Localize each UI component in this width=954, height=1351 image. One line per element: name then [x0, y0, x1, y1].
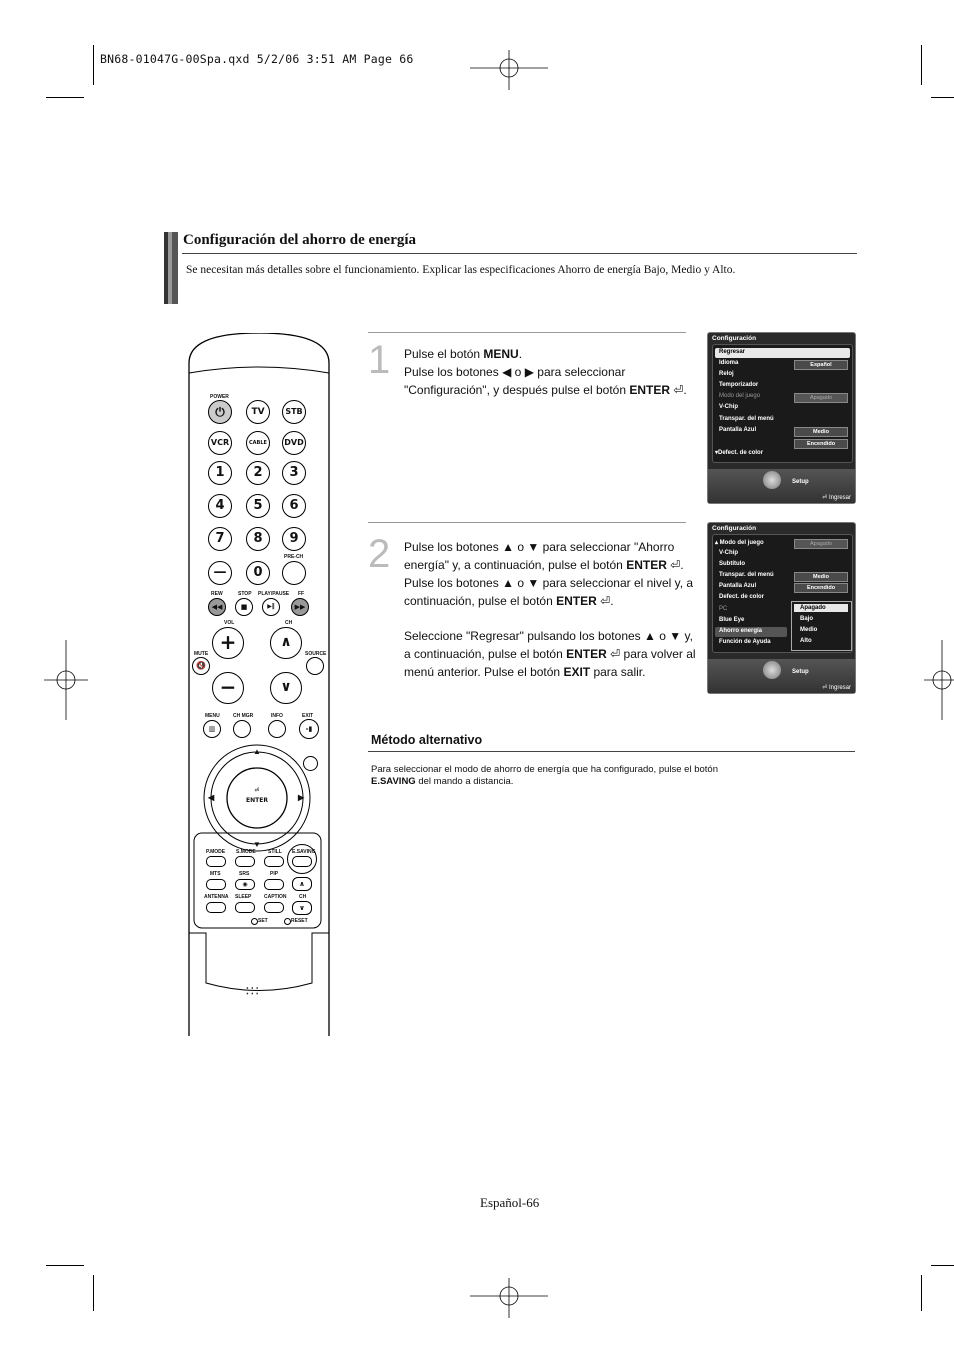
power-label: POWER [210, 394, 229, 400]
set-button[interactable] [251, 918, 258, 925]
source-label: SOURCE [305, 651, 327, 657]
enter-icon: ⏎ [670, 558, 681, 572]
srs-button[interactable]: ◉ [235, 879, 255, 890]
info-label: INFO [271, 713, 283, 719]
pip-ch-down-button[interactable]: ∨ [292, 901, 312, 915]
menu-row[interactable]: Subtítulo [719, 561, 745, 567]
tv-screen-1 [707, 332, 856, 504]
channel-down-button[interactable]: ∨ [270, 672, 302, 704]
caption-button[interactable] [264, 902, 284, 913]
digit-5-button[interactable]: 5 [246, 494, 270, 518]
menu-row[interactable]: Transpar. del menú [719, 416, 774, 422]
menu-row[interactable]: Pantalla Azul [719, 427, 757, 433]
info-button[interactable] [268, 720, 286, 738]
menu-row[interactable]: Modo del juego [719, 393, 761, 399]
rew-label: REW [211, 591, 223, 597]
nav-up-icon[interactable]: ▲ [253, 747, 261, 756]
menu-row[interactable]: Idioma [719, 360, 739, 366]
source-button[interactable] [306, 657, 324, 675]
screen2-title: Configuración [712, 525, 757, 532]
sleep-button[interactable] [235, 902, 255, 913]
volume-down-button[interactable]: − [212, 672, 244, 704]
menu-row[interactable]: Pantalla Azul [719, 583, 757, 589]
enter-icon: ⏎ [600, 594, 611, 608]
section-rule [182, 253, 857, 254]
fast-forward-button[interactable]: ▶▶ [291, 598, 309, 616]
dash-button[interactable]: — [208, 561, 232, 585]
crop-mark [46, 97, 84, 98]
digit-6-button[interactable]: 6 [282, 494, 306, 518]
pip-label: PIP [270, 871, 279, 877]
nav-down-icon[interactable]: ▼ [253, 840, 261, 849]
srs-label: SRS [239, 871, 250, 877]
vol-label: VOL [224, 620, 235, 626]
menu-row[interactable]: Ahorro energía [719, 628, 763, 634]
mts-label: MTS [210, 871, 221, 877]
vcr-button[interactable]: VCR [208, 431, 232, 455]
step1-number: 1 [368, 338, 391, 382]
down-arrow-icon: ▼ [527, 576, 540, 590]
digit-2-button[interactable]: 2 [246, 461, 270, 485]
esaving-highlight [287, 844, 317, 874]
ff-label: FF [298, 591, 305, 597]
dropdown-option[interactable]: Alto [800, 638, 812, 644]
caption-label: CAPTION [264, 894, 287, 900]
menu-row[interactable]: V-Chip [719, 404, 738, 410]
smode-label: S.MODE [236, 849, 256, 855]
prech-label: PRE-CH [284, 554, 304, 560]
menu-row[interactable]: Transpar. del menú [719, 572, 774, 578]
ingresar-hint: ⏎ Ingresar [822, 495, 851, 501]
menu-row[interactable]: Reloj [719, 371, 734, 377]
alternative-rule [368, 751, 855, 752]
gear-icon [763, 661, 781, 679]
menu-row[interactable]: ▴ Modo del juego [715, 540, 764, 546]
volume-up-button[interactable]: + [212, 627, 244, 659]
menu-row[interactable]: Temporizador [719, 382, 759, 388]
crop-mark [921, 1275, 922, 1311]
pip-ch-label: CH [299, 894, 307, 900]
ch-mgr-button[interactable] [233, 720, 251, 738]
tv-button[interactable]: TV [246, 400, 270, 424]
menu-value: Apagado [794, 393, 848, 403]
chmgr-label: CH MGR [233, 713, 254, 719]
menu-value: Encendido [794, 583, 848, 593]
reset-button[interactable] [284, 918, 291, 925]
channel-up-button[interactable]: ∧ [270, 627, 302, 659]
step2-rule [368, 522, 686, 523]
rewind-button[interactable]: ◀◀ [208, 598, 226, 616]
gear-icon [763, 471, 781, 489]
digit-7-button[interactable]: 7 [208, 527, 232, 551]
power-button[interactable]: ⏻ [208, 400, 232, 424]
up-arrow-icon: ▲ [502, 540, 514, 554]
setup-label: Setup [792, 669, 809, 675]
mute-label: MUTE [194, 651, 209, 657]
dvd-button[interactable]: DVD [282, 431, 306, 455]
smode-button[interactable] [235, 856, 255, 867]
down-arrow-icon: ▼ [669, 629, 682, 643]
play-pause-button[interactable]: ▶‖ [262, 598, 280, 616]
stb-button[interactable]: STB [282, 400, 306, 424]
menu-row[interactable]: PC [719, 606, 728, 612]
esaving-label: E.SAVING [292, 849, 316, 855]
pmode-button[interactable] [206, 856, 226, 867]
menu-value: Español [794, 360, 848, 370]
tv-screen-2 [707, 522, 856, 694]
registration-mark-top [470, 50, 548, 90]
registration-mark-right [924, 640, 954, 720]
digit-4-button[interactable]: 4 [208, 494, 232, 518]
step1-text: Pulse el botón MENU. Pulse los botones ◀ o ▶ para seleccionar "Configuración", y después pulse el botón ENTER ⏎. [404, 347, 687, 397]
up-arrow-icon: ▲ [644, 629, 656, 643]
crop-mark [921, 45, 922, 85]
crop-mark [931, 97, 954, 98]
mute-button[interactable]: 🔇 [192, 657, 210, 675]
prech-button[interactable] [282, 561, 306, 585]
page-number: Español-66 [480, 1195, 540, 1210]
stop-button[interactable]: ■ [235, 598, 253, 616]
crop-mark [46, 1265, 84, 1266]
ir-sensor-icon: ⁚⁚⁚ [246, 986, 261, 996]
registration-mark-left [44, 640, 88, 720]
nav-left-icon[interactable]: ◀ [208, 793, 215, 802]
mts-button[interactable] [206, 879, 226, 890]
digit-1-button[interactable]: 1 [208, 461, 232, 485]
enter-icon: ⏎ [610, 647, 621, 661]
ch-label: CH [285, 620, 293, 626]
dropdown-option[interactable]: Bajo [800, 616, 814, 622]
left-arrow-icon: ◀ [502, 365, 512, 379]
crop-mark [93, 1275, 94, 1311]
digit-0-button[interactable]: 0 [246, 561, 270, 585]
menu-value: Encendido [794, 439, 848, 449]
step2-text: Pulse los botones ▲ o ▼ para seleccionar "Ahorro energía" y, a continuación, pulse el botón ENTER ⏎. Pulse los botones ▲ o ▼ para seleccionar el nivel y, a continuación, pulse el botón ENTER ⏎. Seleccione "Regresar" pulsando los botones ▲ o ▼ y, a continuación, pulse el botón ENTER ⏎ para volver al menú anterior. Pulse el botón EXIT para salir. [404, 540, 696, 679]
menu-value: Medio [794, 427, 848, 437]
playpause-label: PLAY/PAUSE [258, 591, 290, 597]
exit-button[interactable]: -▮ [299, 719, 319, 739]
pip-button[interactable] [264, 879, 284, 890]
menu-row[interactable]: Defect. de color [719, 594, 765, 600]
set-label: SET [258, 918, 268, 924]
menu-row[interactable]: Función de Ayuda [719, 639, 771, 645]
menu-row[interactable]: ▾Defect. de color [715, 450, 764, 456]
reset-label: RESET [291, 918, 308, 924]
nav-right-icon[interactable]: ▶ [298, 793, 305, 802]
antenna-button[interactable] [206, 902, 226, 913]
step1-rule [368, 332, 686, 333]
right-arrow-icon: ▶ [524, 365, 534, 379]
menu-row[interactable]: Regresar [719, 349, 746, 355]
digit-9-button[interactable]: 9 [282, 527, 306, 551]
menu-row[interactable]: V-Chip [719, 550, 738, 556]
enter-button[interactable]: ⏎ ENTER [246, 787, 268, 804]
up-arrow-icon: ▲ [502, 576, 514, 590]
crop-mark [93, 45, 94, 85]
ingresar-hint: ⏎ Ingresar [822, 685, 851, 691]
digit-8-button[interactable]: 8 [246, 527, 270, 551]
exit-label: EXIT [302, 713, 314, 719]
cable-button[interactable]: CABLE [246, 431, 270, 455]
menu-label: MENU [205, 713, 220, 719]
print-header: BN68-01047G-00Spa.qxd 5/2/06 3:51 AM Page 66 [100, 52, 414, 66]
digit-3-button[interactable]: 3 [282, 461, 306, 485]
section-title: Configuración del ahorro de energía [183, 232, 417, 248]
dropdown-option[interactable]: Apagado [800, 605, 826, 611]
level-dropdown[interactable] [791, 601, 852, 651]
down-arrow-icon: ▼ [527, 540, 540, 554]
setup-label: Setup [792, 479, 809, 485]
step2-number: 2 [368, 532, 391, 576]
alternative-text: Para seleccionar el modo de ahorro de energía que ha configurado, pulse el botón E.SAVING del mando a distancia. [371, 764, 718, 787]
still-label: STILL [268, 849, 282, 855]
sleep-label: SLEEP [235, 894, 252, 900]
menu-row[interactable]: Blue Eye [719, 617, 745, 623]
still-button[interactable] [264, 856, 284, 867]
pmode-label: P.MODE [206, 849, 226, 855]
menu-value: Medio [794, 572, 848, 582]
remote-control [188, 333, 331, 1036]
section-description: Se necesitan más detalles sobre el funcionamiento. Explicar las especificaciones Ahorro de energía Bajo, Medio y Alto. [186, 264, 736, 276]
alternative-title: Método alternativo [371, 733, 483, 747]
registration-mark-bottom [470, 1278, 548, 1318]
menu-button[interactable]: ▥ [203, 720, 221, 738]
enter-icon: ⏎ [673, 383, 684, 397]
stop-label: STOP [238, 591, 252, 597]
antenna-label: ANTENNA [204, 894, 229, 900]
screen1-title: Configuración [712, 335, 757, 342]
section-bar [164, 232, 178, 304]
light-button[interactable] [303, 756, 318, 771]
dropdown-option[interactable]: Medio [800, 627, 818, 633]
crop-mark [931, 1265, 954, 1266]
pip-ch-up-button[interactable]: ∧ [292, 877, 312, 891]
menu-value: Apagado [794, 539, 848, 549]
